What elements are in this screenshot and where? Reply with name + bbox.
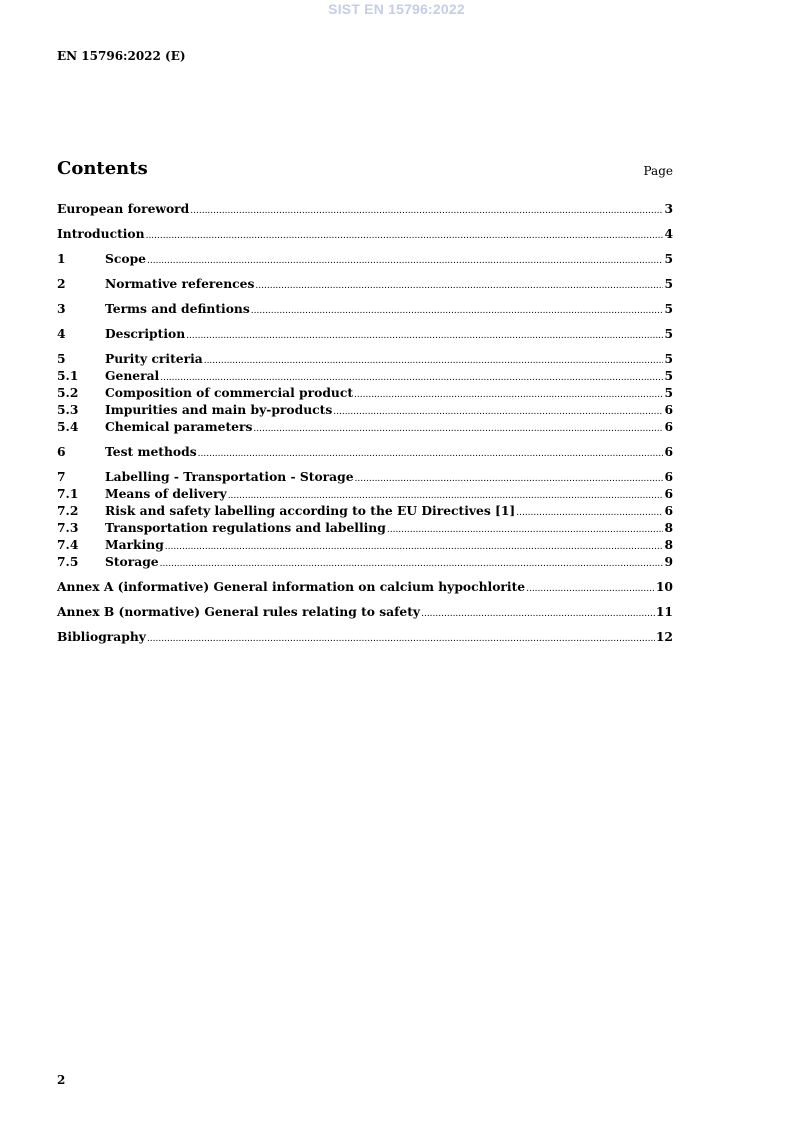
toc-entry-title[interactable]: Description [105, 326, 186, 341]
toc-entry-page: 5 [664, 251, 673, 266]
toc-entry-number: 7 [57, 469, 66, 484]
toc-entry-annex-a[interactable] [57, 578, 673, 595]
toc-entry-number: 2 [57, 276, 66, 291]
dot-leader [255, 278, 663, 295]
dot-leader [526, 581, 655, 598]
toc-entry-page: 8 [664, 520, 673, 535]
toc-entry-number: 4 [57, 326, 66, 341]
toc-entry-number: 1 [57, 251, 66, 266]
toc-entry-number: 7.4 [57, 537, 79, 552]
toc-entry-number: 7.5 [57, 554, 79, 569]
toc-entry-page: 12 [655, 629, 673, 644]
toc-entry-labelling[interactable] [57, 468, 673, 485]
toc-entry-chemical-parameters[interactable] [57, 418, 673, 435]
toc-entry-title[interactable]: Transportation regulations and labelling [105, 520, 386, 535]
toc-entry-page: 6 [664, 469, 673, 484]
page-number: 2 [57, 1073, 66, 1087]
toc-entry-page: 4 [664, 226, 673, 241]
toc-entry-page: 10 [655, 579, 673, 594]
toc-entry-scope[interactable] [57, 250, 673, 267]
toc-entry-title[interactable]: Annex A (informative) General information on calcium hypochlorite [57, 579, 526, 594]
toc-entry-composition[interactable] [57, 384, 673, 401]
toc-entry-number: 3 [57, 301, 66, 316]
toc-entry-number: 5 [57, 351, 66, 366]
toc-entry-european-foreword[interactable] [57, 200, 673, 217]
toc-entry-number: 5.1 [57, 368, 79, 383]
toc-entry-title[interactable]: Introduction [57, 226, 145, 241]
dot-leader [190, 203, 663, 220]
dot-leader [146, 228, 664, 245]
toc-entry-title[interactable]: Purity criteria [105, 351, 203, 366]
toc-entry-terms-and-definitions[interactable] [57, 300, 673, 317]
toc-entry-title[interactable]: Risk and safety labelling according to the EU Directives [1] [105, 503, 516, 518]
toc-entry-annex-b[interactable] [57, 603, 673, 620]
dot-leader [251, 303, 664, 320]
toc-entry-title[interactable]: Chemical parameters [105, 419, 253, 434]
dot-leader [147, 253, 663, 270]
dot-leader [198, 446, 664, 463]
toc-entry-page: 5 [664, 385, 673, 400]
table-of-contents [57, 200, 673, 645]
toc-entry-number: 7.1 [57, 486, 79, 501]
toc-entry-number: 5.2 [57, 385, 79, 400]
toc-entry-title[interactable]: Composition of commercial product [105, 385, 354, 400]
toc-entry-title[interactable]: Storage [105, 554, 159, 569]
watermark: SIST EN 15796:2022 [328, 1, 465, 17]
toc-entry-general[interactable] [57, 367, 673, 384]
dot-leader [160, 556, 664, 573]
dot-leader [387, 522, 664, 539]
dot-leader [204, 353, 664, 370]
toc-entry-title[interactable]: Impurities and main by-products [105, 402, 333, 417]
toc-entry-title[interactable]: European foreword [57, 201, 190, 216]
toc-entry-title[interactable]: Marking [105, 537, 164, 552]
toc-entry-number: 6 [57, 444, 66, 459]
toc-entry-page: 6 [664, 486, 673, 501]
toc-entry-page: 5 [664, 326, 673, 341]
toc-entry-title[interactable]: Terms and defintions [105, 301, 250, 316]
page-column-label: Page [643, 164, 673, 178]
toc-entry-page: 6 [664, 419, 673, 434]
toc-entry-page: 5 [664, 368, 673, 383]
document-id: EN 15796:2022 (E) [57, 49, 186, 63]
dot-leader [147, 631, 655, 648]
toc-entry-page: 6 [664, 503, 673, 518]
toc-entry-storage[interactable] [57, 553, 673, 570]
toc-entry-bibliography[interactable] [57, 628, 673, 645]
toc-entry-page: 6 [664, 444, 673, 459]
toc-entry-page: 6 [664, 402, 673, 417]
toc-entry-page: 8 [664, 537, 673, 552]
toc-entry-title[interactable]: Normative references [105, 276, 255, 291]
toc-entry-risk-and-safety[interactable] [57, 502, 673, 519]
toc-entry-normative-references[interactable] [57, 275, 673, 292]
toc-entry-page: 5 [664, 351, 673, 366]
toc-entry-page: 9 [664, 554, 673, 569]
dot-leader [253, 421, 663, 438]
toc-entry-title[interactable]: Bibliography [57, 629, 146, 644]
dot-leader [333, 404, 663, 421]
dot-leader [355, 471, 664, 488]
dot-leader [165, 539, 664, 556]
toc-entry-number: 7.2 [57, 503, 79, 518]
toc-entry-purity-criteria[interactable] [57, 350, 673, 367]
contents-title: Contents [57, 158, 148, 179]
toc-entry-title[interactable]: Means of delivery [105, 486, 227, 501]
dot-leader [186, 328, 663, 345]
toc-entry-title[interactable]: General [105, 368, 160, 383]
toc-entry-title[interactable]: Annex B (normative) General rules relating to safety [57, 604, 421, 619]
toc-entry-number: 7.3 [57, 520, 79, 535]
dot-leader [421, 606, 655, 623]
toc-entry-title[interactable]: Labelling - Transportation - Storage [105, 469, 354, 484]
toc-entry-page: 11 [655, 604, 673, 619]
dot-leader [354, 387, 663, 404]
toc-entry-means-of-delivery[interactable] [57, 485, 673, 502]
toc-entry-introduction[interactable] [57, 225, 673, 242]
toc-entry-marking[interactable] [57, 536, 673, 553]
toc-entry-title[interactable]: Scope [105, 251, 146, 266]
toc-entry-impurities[interactable] [57, 401, 673, 418]
toc-entry-transportation-regulations[interactable] [57, 519, 673, 536]
toc-entry-number: 5.4 [57, 419, 79, 434]
toc-entry-test-methods[interactable] [57, 443, 673, 460]
dot-leader [516, 505, 663, 522]
toc-entry-title[interactable]: Test methods [105, 444, 197, 459]
toc-entry-description[interactable] [57, 325, 673, 342]
toc-entry-number: 5.3 [57, 402, 79, 417]
toc-entry-page: 5 [664, 276, 673, 291]
toc-entry-page: 3 [664, 201, 673, 216]
toc-entry-page: 5 [664, 301, 673, 316]
